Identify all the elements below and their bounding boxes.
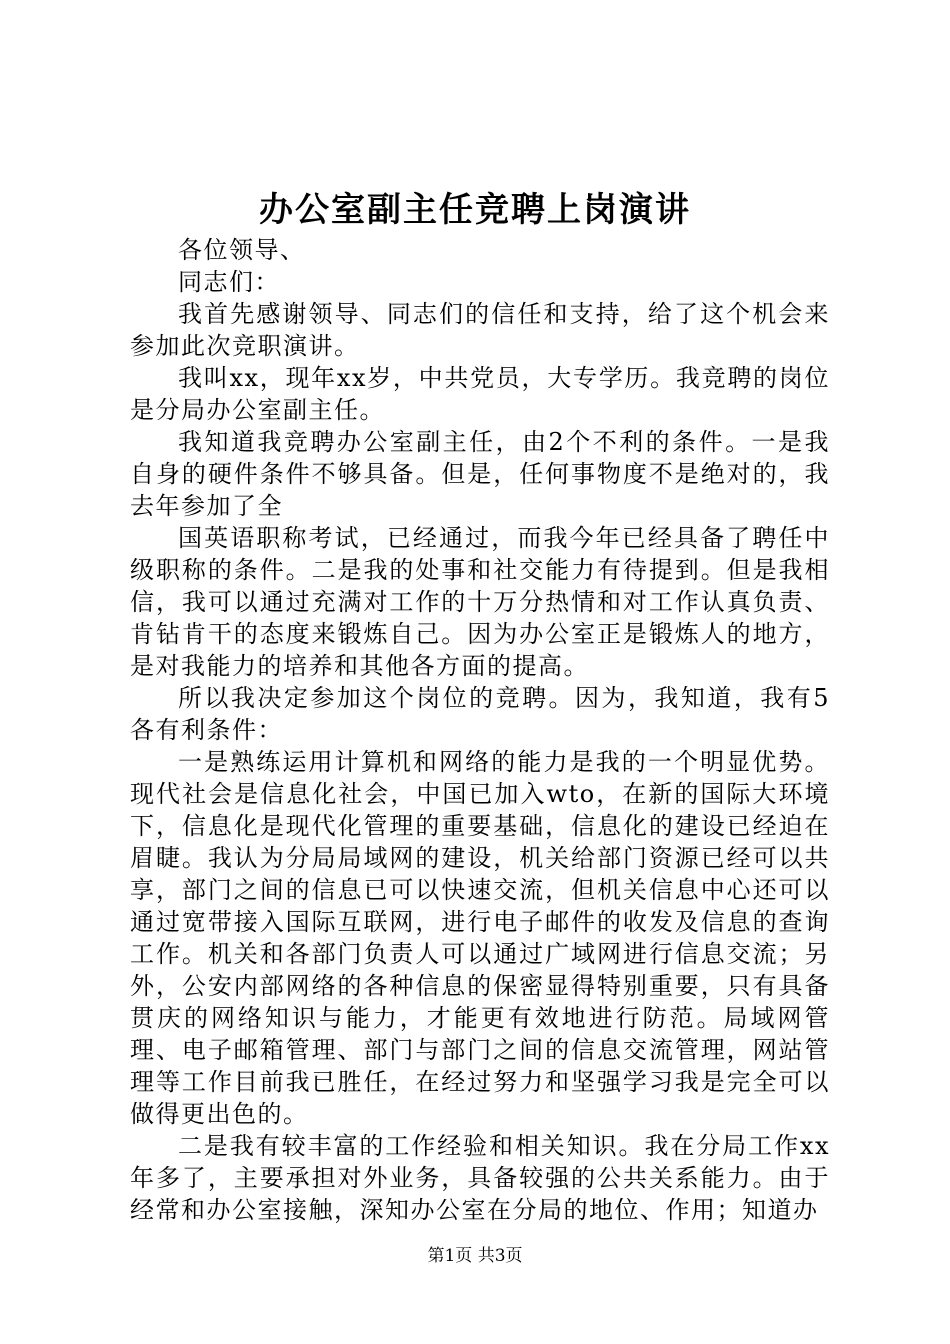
document-title: 办公室副主任竞聘上岗演讲 [259,190,691,230]
body-paragraph: 二是我有较丰富的工作经验和相关知识。我在分局工作xx年多了，主要承担对外业务，具备较强的公共关系能力。由于经常和办公室接触，深知办公室在分局的地位、作用；知道办 [130,1132,830,1224]
salutation-line: 同志们： [178,268,280,296]
body-paragraph: 国英语职称考试，已经通过，而我今年已经具备了聘任中级职称的条件。二是我的处事和社交能力有待提到。但是我相信，我可以通过充满对工作的十万分热情和对工作认真负责、肯钻肯干的态度来锻炼自己。因为办公室正是锻炼人的地方，是对我能力的培养和其他各方面的提高。 [130,524,830,680]
body-paragraph: 我首先感谢领导、同志们的信任和支持，给了这个机会来参加此次竞职演讲。 [130,300,830,360]
salutation-line: 各位领导、 [178,236,306,264]
body-paragraph: 我叫xx，现年xx岁，中共党员，大专学历。我竞聘的岗位是分局办公室副主任。 [130,364,830,424]
body-paragraph: 我知道我竞聘办公室副主任，由2个不利的条件。一是我自身的硬件条件不够具备。但是，任何事物度不是绝对的，我去年参加了全 [130,428,830,520]
body-paragraph: 一是熟练运用计算机和网络的能力是我的一个明显优势。现代社会是信息化社会，中国已加入wto，在新的国际大环境下，信息化是现代化管理的重要基础，信息化的建设已经迫在眉睫。我认为分局局域网的建设，机关给部门资源已经可以共享，部门之间的信息已可以快速交流，但机关信息中心还可以通过宽带接入国际互联网，进行电子邮件的收发及信息的查询工作。机关和各部门负责人可以通过广域网进行信息交流；另外，公安内部网络的各种信息的保密显得特别重要，只有具备贯庆的网络知识与能力，才能更有效地进行防范。局域网管理、电子邮箱管理、部门与部门之间的信息交流管理，网站管理等工作目前我已胜任，在经过努力和坚强学习我是完全可以做得更出色的。 [130,748,830,1128]
document-body [130,234,830,1226]
body-paragraph: 所以我决定参加这个岗位的竞聘。因为，我知道，我有5各有利条件： [130,684,830,744]
page-number: 第1页 共3页 [427,1246,523,1266]
